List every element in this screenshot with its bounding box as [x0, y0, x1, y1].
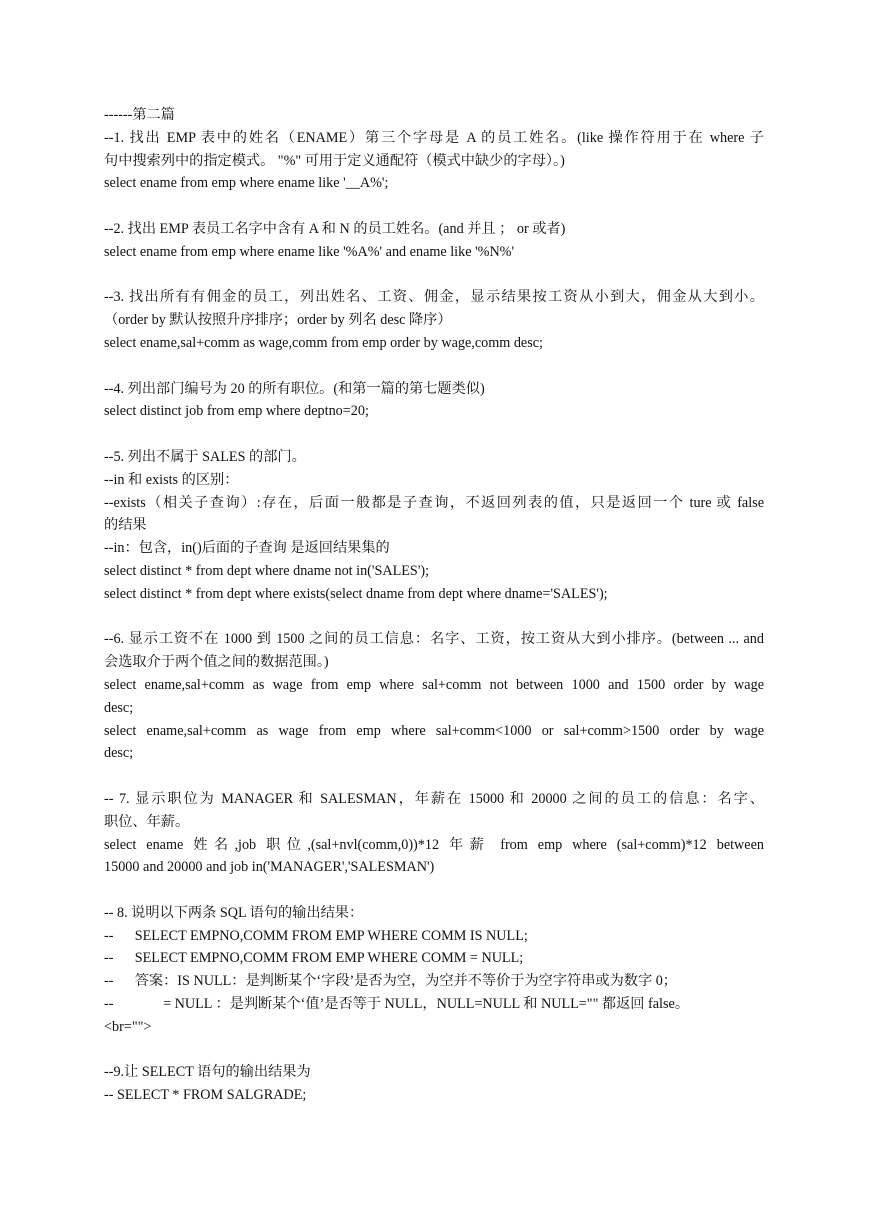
note-line: --in：包含，in()后面的子查询 是返回结果集的: [104, 540, 390, 557]
stray-markup-text: <br="">: [104, 1018, 152, 1035]
question-3-text-cont: （order by 默认按照升序排序；order by 列名 desc 降序）: [104, 312, 452, 329]
sql-statement: select distinct * from dept where exists(select dname from dept where dname='SALES');: [104, 585, 608, 602]
blank-line: [104, 879, 764, 902]
question-3-text: --3. 找出所有有佣金的员工，列出姓名、工资、佣金，显示结果按工资从小到大，佣金从大到小。: [104, 289, 764, 306]
sql-comment-line: -- SELECT * FROM SALGRADE;: [104, 1087, 307, 1104]
sql-statement: select distinct job from emp where deptno=20;: [104, 403, 369, 420]
question-8-text: -- 8. 说明以下两条 SQL 语句的输出结果：: [104, 904, 364, 921]
blank-line: [104, 195, 764, 218]
sql-statement: select ename,sal+comm as wage,comm from emp order by wage,comm desc;: [104, 334, 543, 351]
question-1-text: --1. 找出 EMP 表中的姓名（ENAME）第三个字母是 A 的员工姓名。(like 操作符用于在 where 子: [104, 129, 764, 146]
blank-line: [104, 606, 764, 629]
question-1-text-cont: 句中搜索列中的指定模式。 "%" 可用于定义通配符（模式中缺少的字母）。): [104, 152, 565, 169]
blank-line: [104, 355, 764, 378]
note-line-cont: 的结果: [104, 517, 147, 534]
question-5-text: --5. 列出不属于 SALES 的部门。: [104, 448, 306, 465]
question-7-text-cont: 职位、年薪。: [104, 813, 190, 830]
document-body: [104, 104, 764, 1107]
sql-statement: select ename from emp where ename like '__A%';: [104, 175, 389, 192]
blank-line: [104, 264, 764, 287]
answer-line: -- = NULL ：是判断某个‘值’是否等于 NULL，NULL=NULL 和 NULL="" 都返回 false。: [104, 996, 690, 1013]
question-9-text: --9.让 SELECT 语句的输出结果为: [104, 1064, 311, 1081]
question-4-text: --4. 列出部门编号为 20 的所有职位。(和第一篇的第七题类似): [104, 380, 485, 397]
sql-statement: select ename 姓名,job 职位,(sal+nvl(comm,0))*12 年薪 from emp where (sal+comm)*12 between: [104, 836, 764, 853]
sql-statement-cont: desc;: [104, 745, 134, 762]
question-6-text: --6. 显示工资不在 1000 到 1500 之间的员工信息：名字、工资，按工资从大到小排序。(between ... and: [104, 631, 764, 648]
answer-line: -- 答案：IS NULL：是判断某个‘字段’是否为空，为空并不等价于为空字符串或为数字 0；: [104, 973, 677, 990]
sql-statement: select ename,sal+comm as wage from emp where sal+comm not between 1000 and 1500 order by wage: [104, 676, 764, 693]
note-line: --exists（相关子查询）:存在，后面一般都是子查询，不返回列表的值，只是返回一个 ture 或 false: [104, 494, 764, 511]
sql-statement: select distinct * from dept where dname not in('SALES');: [104, 562, 430, 579]
sql-statement: select ename,sal+comm as wage from emp where sal+comm<1000 or sal+comm>1500 order by wage: [104, 722, 764, 739]
sql-comment-line: -- SELECT EMPNO,COMM FROM EMP WHERE COMM = NULL;: [104, 950, 524, 967]
blank-line: [104, 765, 764, 788]
blank-line: [104, 1039, 764, 1062]
sql-statement: select ename from emp where ename like '%A%' and ename like '%N%': [104, 243, 515, 260]
question-6-text-cont: 会选取介于两个值之间的数据范围。): [104, 654, 329, 671]
sql-statement-cont: 15000 and 20000 and job in('MANAGER','SALESMAN'): [104, 859, 435, 876]
sql-statement-cont: desc;: [104, 699, 134, 716]
sql-comment-line: -- SELECT EMPNO,COMM FROM EMP WHERE COMM IS NULL;: [104, 927, 528, 944]
note-line: --in 和 exists 的区别：: [104, 471, 239, 488]
question-2-text: --2. 找出 EMP 表员工名字中含有 A 和 N 的员工姓名。(and 并且 ； or 或者): [104, 220, 566, 237]
blank-line: [104, 423, 764, 446]
question-7-text: -- 7. 显示职位为 MANAGER 和 SALESMAN，年薪在 15000 和 20000 之间的员工的信息：名字、: [104, 790, 764, 807]
section-heading: ------第二篇: [104, 107, 175, 123]
